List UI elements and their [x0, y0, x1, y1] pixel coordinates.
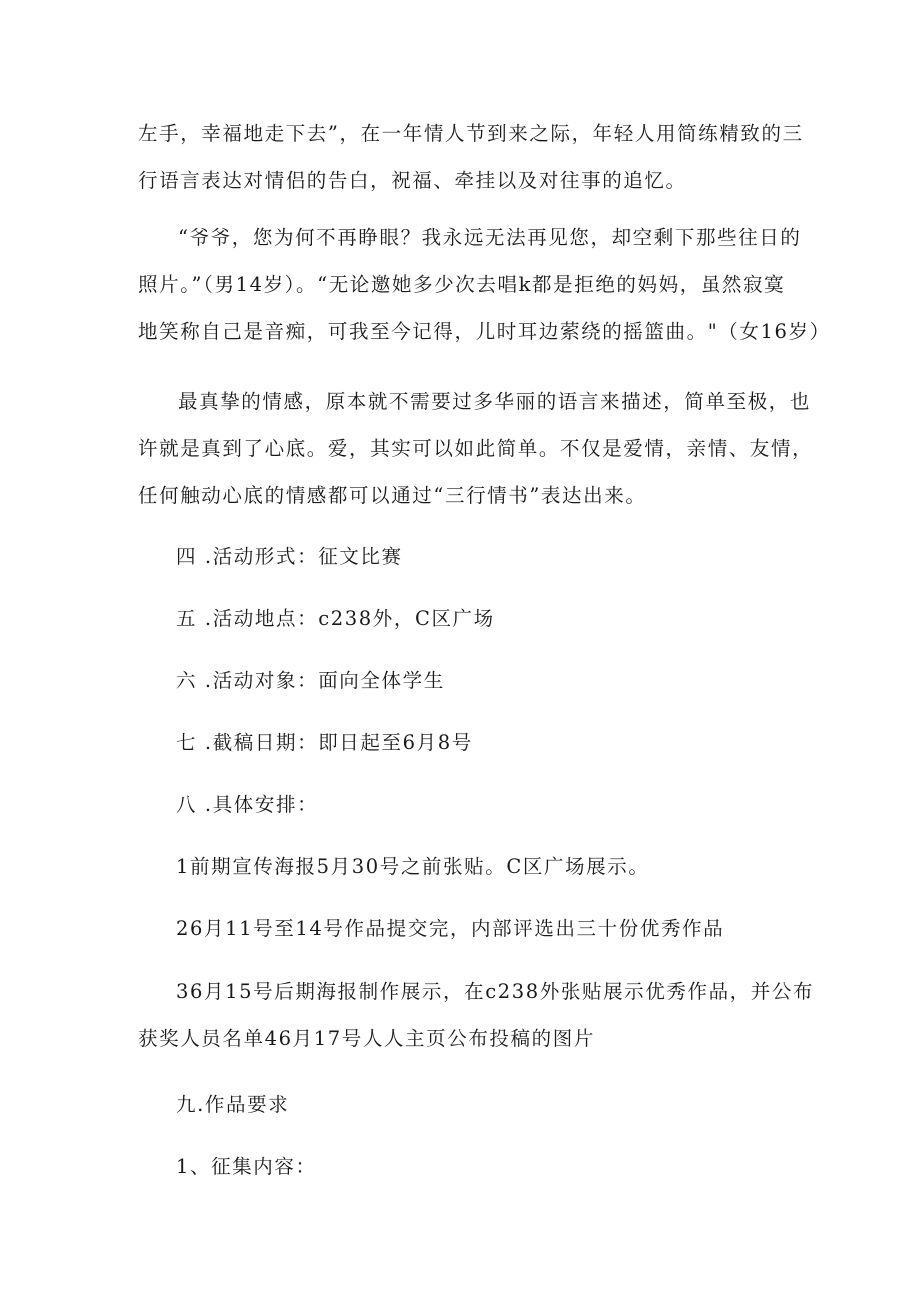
section-deadline [176, 728, 826, 758]
schedule-item-text: 获奖人员名单46月17号人人主页公布投稿的图片 [138, 1027, 595, 1050]
paragraph-love-letters-intro [138, 110, 804, 204]
paragraph-line: “爷爷，您为何不再睁眼？我永远无法再见您，却空剩下那些往日的 [178, 226, 802, 249]
section-heading: 四 .活动形式：征文比赛 [176, 545, 403, 568]
schedule-item-text: 26月11号至14号作品提交完，内部评选出三十份优秀作品 [176, 917, 725, 940]
paragraph-line: 任何触动心底的情感都可以通过“三行情书”表达出来。 [138, 484, 647, 507]
schedule-item-2 [176, 914, 826, 944]
paragraph-line: 地笑称自己是音痴，可我至今记得，儿时耳边萦绕的摇篮曲。"（女16岁） [138, 320, 831, 343]
section-heading: 六 .活动对象：面向全体学生 [176, 669, 445, 692]
paragraph-line: 许就是真到了心底。爱，其实可以如此简单。不仅是爱情，亲情、友情， [138, 437, 814, 460]
schedule-item-1 [176, 852, 826, 882]
schedule-item-text: 36月15号后期海报制作展示，在c238外张贴展示优秀作品，并公布 [176, 980, 815, 1003]
section-activity-audience [176, 666, 826, 696]
paragraph-examples [138, 214, 831, 355]
section-activity-form [176, 542, 826, 572]
section-heading: 八 .具体安排： [176, 793, 319, 816]
paragraph-line: 最真挚的情感，原本就不需要过多华丽的语言来描述，简单至极，也 [178, 390, 812, 413]
paragraph-line: 照片。”（男14岁）。“无论邀她多少次去唱k都是拒绝的妈妈，虽然寂寞 [138, 273, 786, 296]
schedule-item-text: 1前期宣传海报5月30号之前张贴。C区广场展示。 [176, 855, 650, 878]
section-schedule [176, 790, 826, 820]
requirement-item-1 [176, 1152, 826, 1182]
section-work-requirements [176, 1090, 826, 1120]
paragraph-true-feelings [138, 378, 814, 519]
section-heading: 五 .活动地点：c238外，C区广场 [176, 607, 495, 630]
paragraph-line: 行语言表达对情侣的告白，祝福、牵挂以及对往事的追忆。 [138, 169, 687, 192]
paragraph-line: 左手，幸福地走下去”，在一年情人节到来之际，年轻人用简练精致的三 [138, 122, 804, 145]
requirement-item-text: 1、征集内容： [176, 1155, 317, 1178]
section-heading: 七 .截稿日期：即日起至6月8号 [176, 731, 473, 754]
schedule-item-3 [138, 968, 815, 1062]
section-heading: 九.作品要求 [176, 1093, 290, 1116]
section-activity-location [176, 604, 826, 634]
